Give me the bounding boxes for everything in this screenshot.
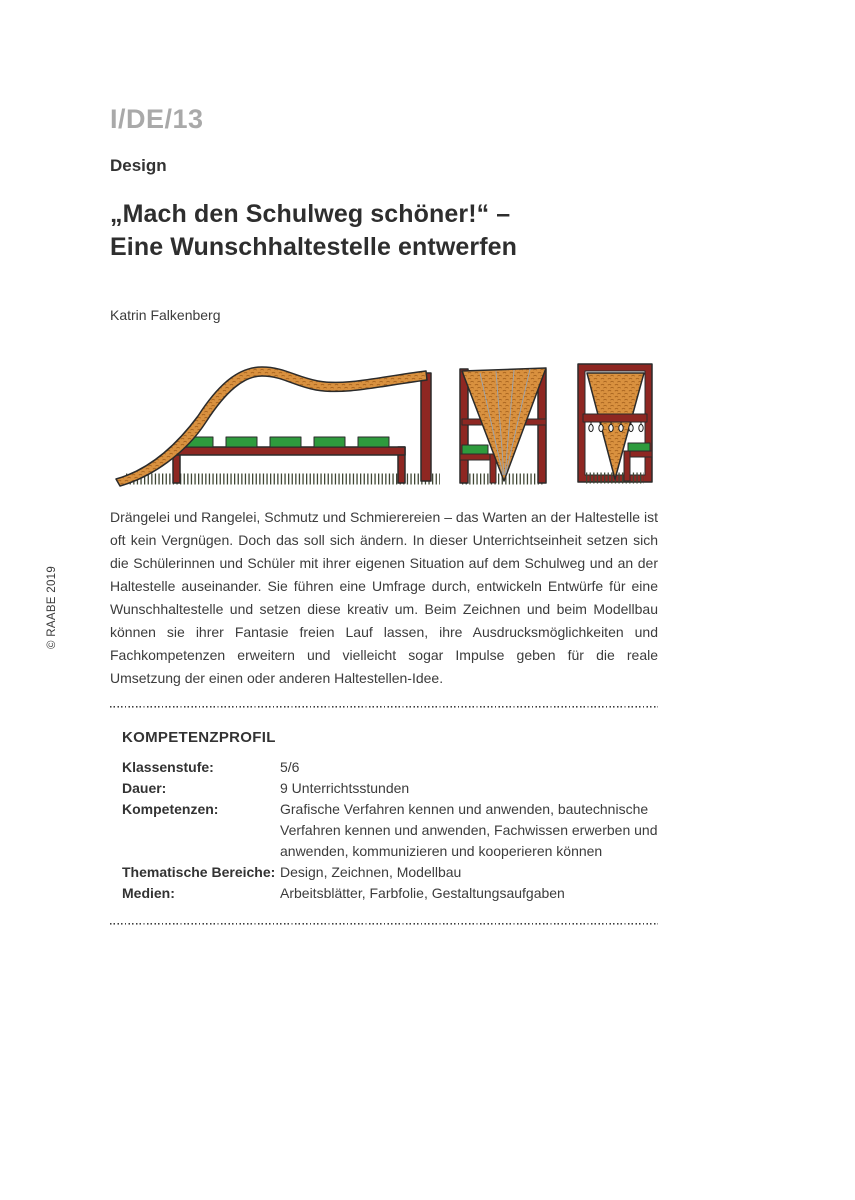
bus-stop-illustration <box>110 359 658 487</box>
sketch-hanging-cone-shelter <box>460 368 546 483</box>
subject-category: Design <box>110 156 167 175</box>
row-label: Dauer: <box>122 780 167 796</box>
table-row <box>122 883 658 904</box>
copyright-note: © RAABE 2019 <box>46 565 58 649</box>
intro-paragraph: Drängelei und Rangelei, Schmutz und Schmierereien – das Warten an der Haltestelle ist oft kein Vergnügen. Doch das soll sich ändern. In dieser Unterrichtseinheit setzen sich die Schülerinnen und Schüler mit ihrer eigenen Situation auf dem Schulweg und an der Haltestelle auseinander. Sie führen eine Umfrage durch, entwickeln Entwürfe für eine Wunschhaltestelle und setzen diese kreativ um. Beim Zeichnen und beim Modellbau können sie ihrer Fantasie freien Lauf lassen, ihre Ausdrucksmöglichkeiten und Fachkompetenzen erweitern und vielleicht sogar Impulse geben für die reale Umsetzung der einen oder anderen Haltestellen-Idee. <box>110 509 658 686</box>
table-row <box>122 757 658 778</box>
row-value: Arbeitsblätter, Farbfolie, Gestaltungsaufgaben <box>280 885 565 901</box>
bus-stop-sketches-svg <box>110 359 658 487</box>
table-row <box>122 862 658 883</box>
row-value: Design, Zeichnen, Modellbau <box>280 864 462 880</box>
row-label: Medien: <box>122 885 175 901</box>
page-title <box>110 198 658 264</box>
row-value: 9 Unterrichtsstunden <box>280 780 410 796</box>
kompetenzprofil-table <box>122 757 658 904</box>
page-title-line2: Eine Wunschhaltestelle entwerfen <box>110 233 518 261</box>
sketch-framed-cone-shelter <box>578 364 652 482</box>
author-name: Katrin Falkenberg <box>110 307 221 323</box>
kompetenzprofil-section <box>110 708 658 904</box>
kompetenzprofil-heading: KOMPETENZPROFIL <box>122 729 276 746</box>
row-label: Kompetenzen: <box>122 801 219 817</box>
row-label: Thematische Bereiche: <box>122 864 276 880</box>
row-value: Grafische Verfahren kennen und anwenden, bautechnische Verfahren kennen und anwenden, Fachwissen erwerben und anwenden, kommunizieren und kooperieren können <box>280 801 658 859</box>
row-label: Klassenstufe: <box>122 759 214 775</box>
content-column <box>110 0 658 925</box>
row-value: 5/6 <box>280 759 300 775</box>
table-row <box>122 778 658 799</box>
sketch-wave-canopy-shelter <box>116 367 440 486</box>
dotted-divider-bottom <box>110 923 658 925</box>
page-title-line1: „Mach den Schulweg schöner!“ – <box>110 200 511 228</box>
table-row <box>122 799 658 862</box>
document-code: I/DE/13 <box>110 104 204 134</box>
